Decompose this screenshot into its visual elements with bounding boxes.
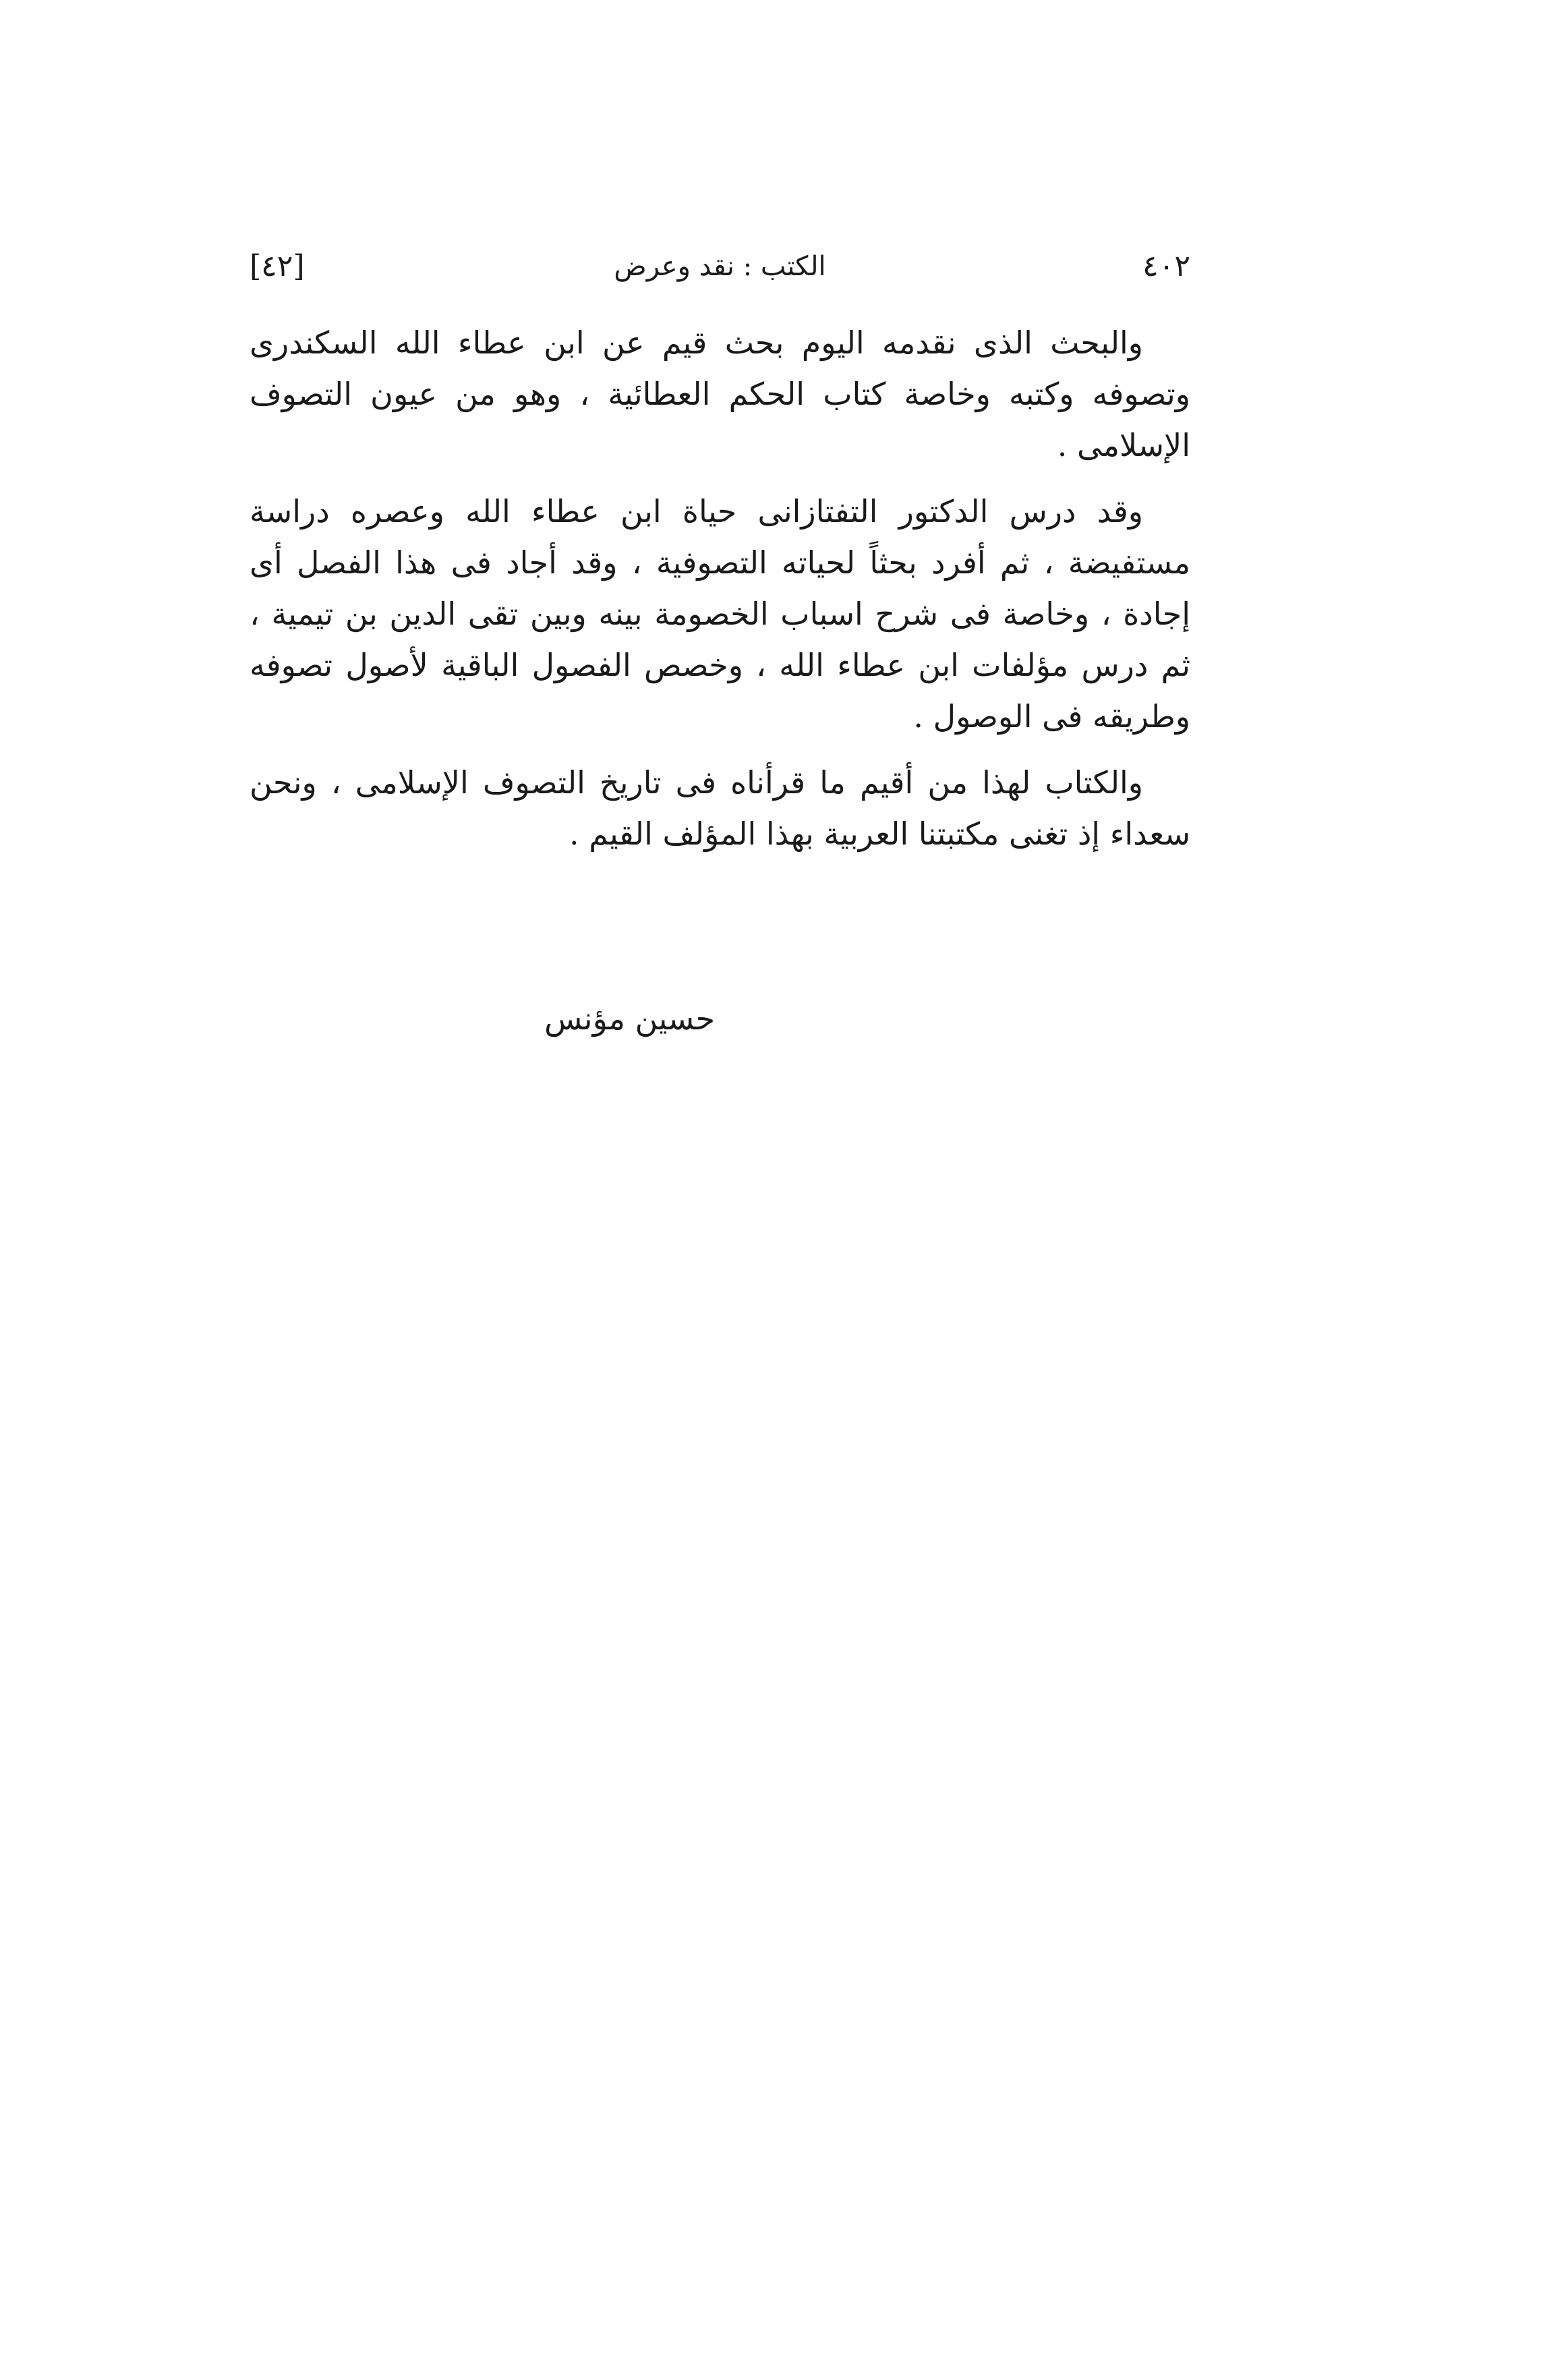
- running-title: الكتب : نقد وعرض: [614, 251, 826, 282]
- page-header: [250, 243, 1190, 290]
- section-number: [٤٢]: [250, 249, 305, 283]
- paragraph-2: وقد درس الدكتور التفتازانى حياة ابن عطاء الله وعصره دراسة مستفيضة ، ثم أفرد بحثاً لحياته التصوفية ، وقد أجاد فى هذا الفصل أى إجادة ، وخاصة فى شرح اسباب الخصومة بينه وبين تقى الدين بن تيمية ، ثم درس مؤلفات ابن عطاء الله ، وخصص الفصول الباقية لأصول تصوفه وطريقه فى الوصول .: [250, 493, 1190, 735]
- paragraph-1: والبحث الذى نقدمه اليوم بحث قيم عن ابن عطاء الله السكندرى وتصوفه وكتبه وخاصة كتاب الحكم العطائية ، وهو من عيون التصوف الإسلامى .: [250, 324, 1190, 463]
- author-signature: حسين مؤنس: [544, 1000, 715, 1037]
- paragraph-3: والكتاب لهذا من أقيم ما قرأناه فى تاريخ التصوف الإسلامى ، ونحن سعداء إذ تغنى مكتبتنا العربية بهذا المؤلف القيم .: [250, 764, 1190, 852]
- page-number: ٤٠٢: [1142, 249, 1190, 283]
- body-text: [250, 317, 1190, 874]
